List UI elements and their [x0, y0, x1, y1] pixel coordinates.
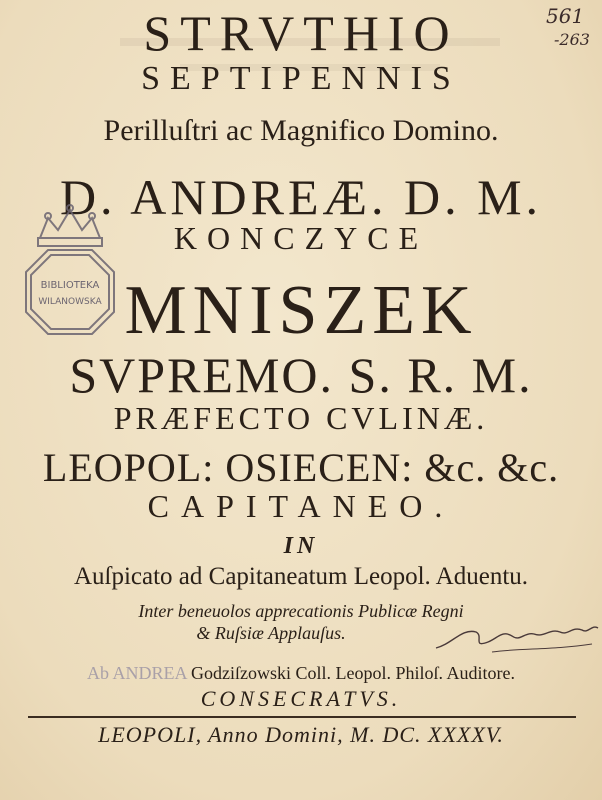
shelfmark-number: 561 — [546, 4, 585, 28]
office-line-4: CAPITANEO. — [147, 488, 455, 524]
stamp-text-1: BIBLIOTEKA — [40, 280, 100, 291]
dedicatee-surname: MNISZEK — [124, 272, 478, 349]
stamp-text-2: WILANOWSKA — [38, 297, 102, 307]
dedicatee-name-line: D. ANDREÆ. D. M. — [59, 169, 543, 225]
office-line-1: SVPREMO. S. R. M. — [69, 347, 533, 403]
in-line: IN — [283, 533, 319, 559]
dedicatee-place-line: KONCZYCE — [173, 220, 429, 256]
library-stamp — [18, 200, 122, 350]
imprint-rule — [28, 716, 576, 718]
office-line-3: LEOPOL: OSIECEN: &c. &c. — [42, 445, 560, 490]
library-stamp-graphic — [18, 200, 122, 350]
office-line-2: PRÆFECTO CVLINÆ. — [113, 400, 489, 436]
handwritten-signature — [432, 618, 602, 658]
applause-line-2: & Ruſsiæ Applauſus. — [196, 623, 346, 643]
author-prefix: Ab ANDREA — [87, 663, 187, 683]
title-struthio: STRVTHIO — [143, 5, 459, 61]
consecratus-line: CONSECRATVS. — [200, 686, 402, 711]
author-line — [0, 664, 602, 682]
signature-graphic — [432, 618, 602, 658]
dedication-line: Perilluſtri ac Magnifico Domino. — [103, 114, 499, 147]
shelfmark — [540, 4, 592, 50]
applause-line-1: Inter beneuolos apprecationis Publicæ Regni — [138, 601, 464, 621]
occasion-line: Auſpicato ad Capitaneatum Leopol. Aduentu. — [73, 563, 529, 590]
author-name: Godziſzowski Coll. Leopol. Philoſ. Auditore. — [186, 663, 515, 683]
imprint-line: LEOPOLI, Anno Domini, M. DC. XXXXV. — [98, 722, 504, 747]
shelfmark-sub: -263 — [554, 30, 590, 49]
title-septipennis: SEPTIPENNIS — [141, 60, 461, 97]
